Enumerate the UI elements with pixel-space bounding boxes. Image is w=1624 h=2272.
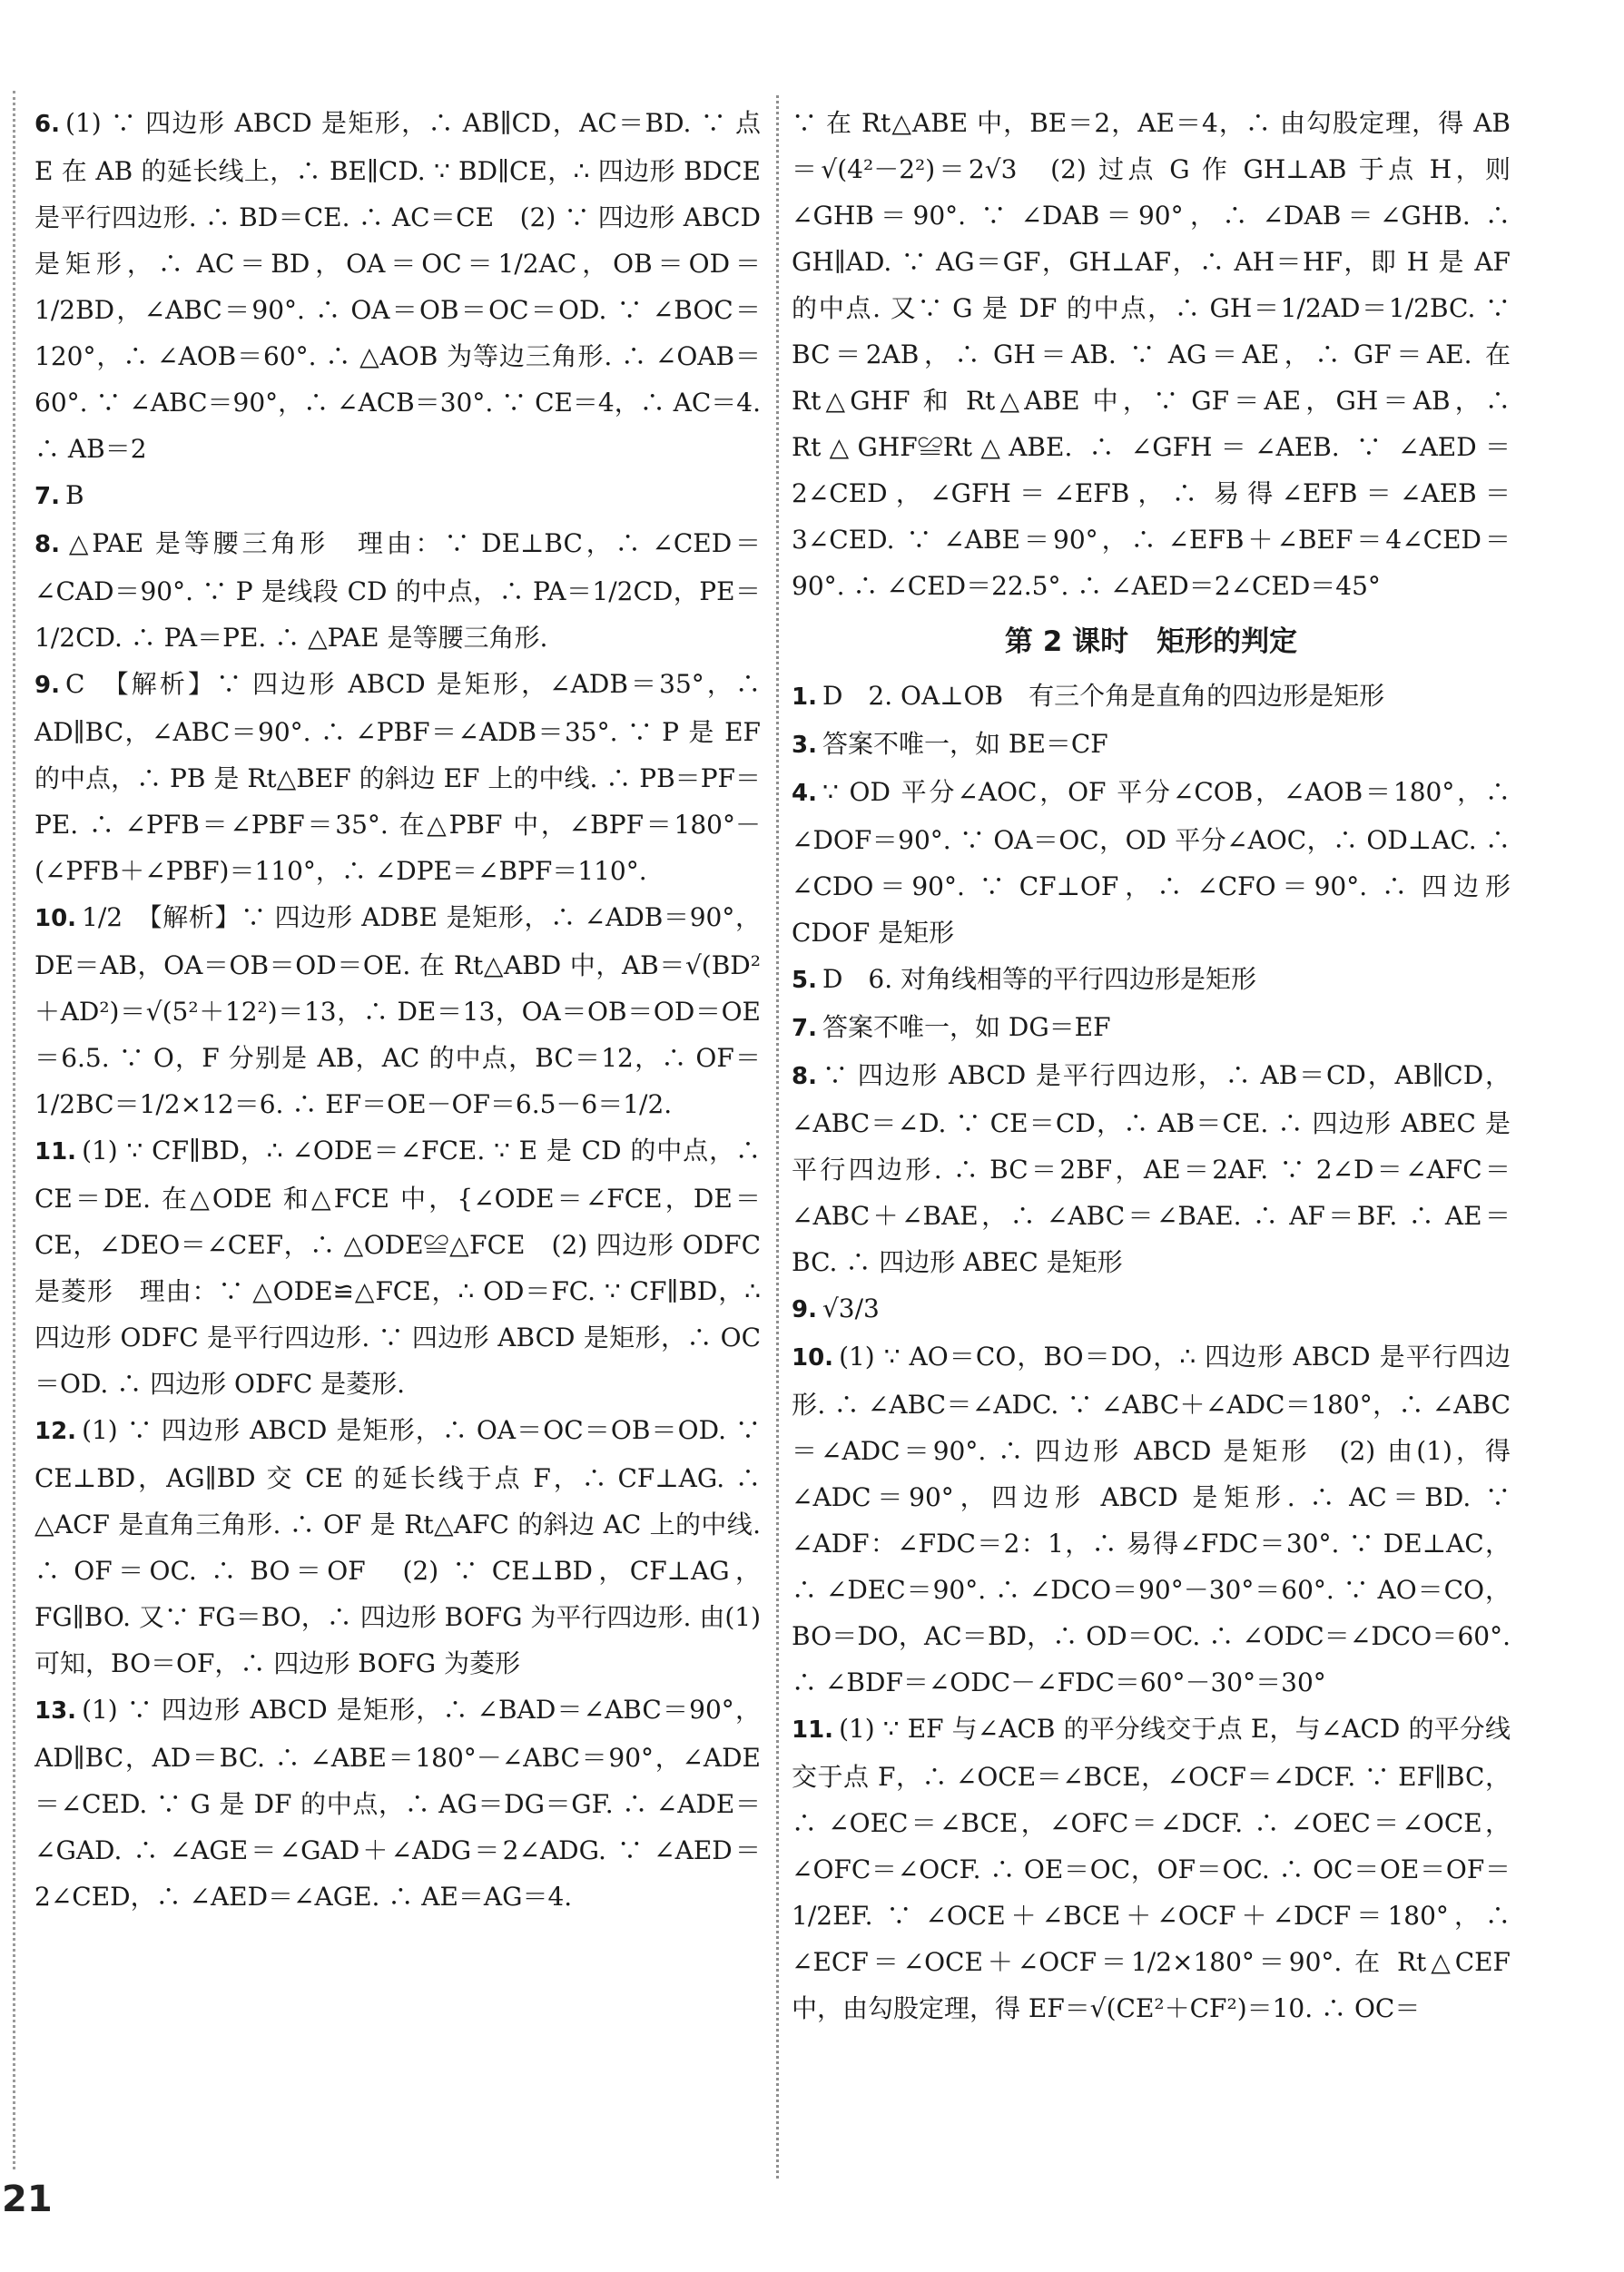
answer-number: 10. [792, 1344, 834, 1372]
answer-number: 5. [792, 967, 817, 994]
answer-number: 4. [792, 780, 817, 807]
answer-number: 12. [34, 1418, 77, 1445]
answer-number: 11. [792, 1716, 834, 1744]
answer-10 [34, 894, 761, 1127]
answer-text: (1) ∵ 四边形 ABCD 是矩形，∴ OA＝OC＝OB＝OD. ∵ CE⊥BD，AG∥BD 交 CE 的延长线于点 F，∴ CF⊥AG. ∴ △ACF 是直角三角形. ∴ OF 是 Rt△AFC 的斜边 AC 上的中线. ∴ OF＝OC. ∴ BO＝OF (2) ∵ CE⊥BD，CF⊥AG，FG∥BO. 又∵ FG＝BO，∴ 四边形 BOFG 为平行四边形. 由(1)可知，BO＝OF，∴ 四边形 BOFG 为菱形 [34, 1415, 761, 1678]
answer-4 [792, 769, 1511, 956]
answer-text: 答案不唯一，如 BE＝CF [822, 729, 1108, 759]
answer-number: 7. [792, 1015, 817, 1042]
answer-text: ∵ OD 平分∠AOC，OF 平分∠COB，∠AOB＝180°，∴ ∠DOF＝90°. ∵ OA＝OC，OD 平分∠AOC，∴ OD⊥AC. ∴ ∠CDO＝90°. ∵ CF⊥OF，∴ ∠CFO＝90°. ∴ 四边形 CDOF 是矩形 [792, 777, 1511, 948]
answer-13 [34, 1687, 761, 1920]
right-column [792, 100, 1511, 2031]
answer-13-continued: ∵ 在 Rt△ABE 中，BE＝2，AE＝4，∴ 由勾股定理，得 AB＝√(4²－2²)＝2√3 (2) 过点 G 作 GH⊥AB 于点 H，则∠GHB＝90°. ∵ ∠DAB＝90°，∴ ∠DAB＝∠GHB. ∴ GH∥AD. ∵ AG＝GF，GH⊥AF，∴ AH＝HF，即 H 是 AF 的中点. 又∵ G 是 DF 的中点，∴ GH＝1/2AD＝1/2BC. ∵ BC＝2AB，∴ GH＝AB. ∵ AG＝AE，∴ GF＝AE. 在 Rt△GHF 和 Rt△ABE 中，∵ GF＝AE，GH＝AB，∴ Rt△GHF≌Rt△ABE. ∴ ∠GFH＝∠AEB. ∵ ∠AED＝2∠CED，∠GFH＝∠EFB，∴ 易得∠EFB＝∠AEB＝3∠CED. ∵ ∠ABE＝90°，∴ ∠EFB＋∠BEF＝4∠CED＝90°. ∴ ∠CED＝22.5°. ∴ ∠AED＝2∠CED＝45° [792, 108, 1511, 601]
page-number: 21 [2, 2179, 53, 2220]
answer-text: C 【解析】∵ 四边形 ABCD 是矩形，∠ADB＝35°，∴ AD∥BC，∠ABC＝90°. ∴ ∠PBF＝∠ADB＝35°. ∵ P 是 EF 的中点，∴ PB 是 Rt△BEF 的斜边 EF 上的中线. ∴ PB＝PF＝PE. ∴ ∠PFB＝∠PBF＝35°. 在△PBF 中，∠BPF＝180°－(∠PFB＋∠PBF)＝110°，∴ ∠DPE＝∠BPF＝110°. [34, 669, 761, 886]
answer-11 [34, 1127, 761, 1407]
answer-7 [34, 472, 761, 520]
answer-number: 3. [792, 732, 817, 759]
answer-text: (1) ∵ 四边形 ABCD 是矩形，∴ AB∥CD，AC＝BD. ∵ 点 E 在 AB 的延长线上，∴ BE∥CD. ∵ BD∥CE，∴ 四边形 BDCE 是平行四边形. ∴ BD＝CE. ∴ AC＝CE (2) ∵ 四边形 ABCD 是矩形，∴ AC＝BD，OA＝OC＝1/2AC，OB＝OD＝1/2BD，∠ABC＝90°. ∴ OA＝OB＝OC＝OD. ∵ ∠BOC＝120°，∴ ∠AOB＝60°. ∴ △AOB 为等边三角形. ∴ ∠OAB＝60°. ∵ ∠ABC＝90°，∴ ∠ACB＝30°. ∵ CE＝4，∴ AC＝4. ∴ AB＝2 [34, 108, 762, 464]
answer-8 [34, 520, 761, 661]
answer-3 [792, 721, 1511, 769]
answer-9 [792, 1285, 1511, 1333]
answer-7 [792, 1004, 1511, 1052]
answer-text: (1) ∵ 四边形 ABCD 是矩形，∴ ∠BAD＝∠ABC＝90°，AD∥BC，AD＝BC. ∴ ∠ABE＝180°－∠ABC＝90°，∠ADE＝∠CED. ∵ G 是 DF 的中点，∴ AG＝DG＝GF. ∴ ∠ADE＝∠GAD. ∴ ∠AGE＝∠GAD＋∠ADG＝2∠ADG. ∵ ∠AED＝2∠CED，∴ ∠AED＝∠AGE. ∴ AE＝AG＝4. [34, 1695, 761, 1912]
answer-6 [34, 100, 761, 472]
answer-number: 10. [34, 905, 77, 932]
answer-text: △PAE 是等腰三角形 理由：∵ DE⊥BC，∴ ∠CED＝∠CAD＝90°. ∵ P 是线段 CD 的中点，∴ PA＝1/2CD，PE＝1/2CD. ∴ PA＝PE. ∴ △PAE 是等腰三角形. [34, 528, 761, 653]
answer-number: 6. [34, 111, 60, 138]
answer-number: 8. [34, 531, 60, 558]
answer-1 [792, 673, 1511, 721]
answer-number: 11. [34, 1138, 77, 1166]
answer-text: (1) ∵ EF 与∠ACB 的平分线交于点 E，与∠ACD 的平分线交于点 F，∴ ∠OCE＝∠BCE，∠OCF＝∠DCF. ∵ EF∥BC，∴ ∠OEC＝∠BCE，∠OFC＝∠DCF. ∴ ∠OEC＝∠OCE，∠OFC＝∠OCF. ∴ OE＝OC，OF＝OC. ∴ OC＝OE＝OF＝1/2EF. ∵ ∠OCE＋∠BCE＋∠OCF＋∠DCF＝180°，∴ ∠ECF＝∠OCE＋∠OCF＝1/2×180°＝90°. 在 Rt△CEF 中，由勾股定理，得 EF＝√(CE²＋CF²)＝10. ∴ OC＝ [792, 1714, 1511, 2023]
answer-text: 1/2 【解析】∵ 四边形 ADBE 是矩形，∴ ∠ADB＝90°，DE＝AB，OA＝OB＝OD＝OE. 在 Rt△ABD 中，AB＝√(BD²＋AD²)＝√(5²＋12²)＝13，∴ DE＝13，OA＝OB＝OD＝OE＝6.5. ∵ O，F 分别是 AB，AC 的中点，BC＝12，∴ OF＝1/2BC＝1/2×12＝6. ∴ EF＝OE－OF＝6.5－6＝1/2. [34, 902, 761, 1119]
left-column [34, 100, 761, 1920]
answer-11 [792, 1706, 1511, 2031]
answer-number: 7. [34, 483, 60, 510]
answer-number: 1. [792, 684, 817, 711]
answer-text: D 2. OA⊥OB 有三个角是直角的四边形是矩形 [822, 681, 1385, 711]
answer-9 [34, 661, 761, 894]
answer-12 [34, 1407, 761, 1687]
answer-text: ∵ 四边形 ABCD 是平行四边形，∴ AB＝CD，AB∥CD，∠ABC＝∠D. ∵ CE＝CD，∴ AB＝CE. ∴ 四边形 ABEC 是平行四边形. ∴ BC＝2BF，AE＝2AF. ∵ 2∠D＝∠AFC＝∠ABC＋∠BAE，∴ ∠ABC＝∠BAE. ∴ AF＝BF. ∴ AE＝BC. ∴ 四边形 ABEC 是矩形 [792, 1060, 1511, 1277]
answer-text: 答案不唯一，如 DG＝EF [822, 1012, 1111, 1042]
answer-5 [792, 956, 1511, 1004]
section-title: 第 2 课时 矩形的判定 [1004, 625, 1298, 658]
answer-8 [792, 1052, 1511, 1285]
answer-text: B [64, 480, 84, 510]
answer-text: √3/3 [822, 1293, 880, 1323]
answer-text: (1) ∵ AO＝CO，BO＝DO，∴ 四边形 ABCD 是平行四边形. ∴ ∠ABC＝∠ADC. ∵ ∠ABC＋∠ADC＝180°，∴ ∠ABC＝∠ADC＝90°. ∴ 四边形 ABCD 是矩形 (2) 由(1)，得∠ADC＝90°，四边形 ABCD 是矩形. ∴ AC＝BD. ∵ ∠ADF：∠FDC＝2：1，∴ 易得∠FDC＝30°. ∵ DE⊥AC，∴ ∠DEC＝90°. ∴ ∠DCO＝90°－30°＝60°. ∵ AO＝CO，BO＝DO，AC＝BD，∴ OD＝OC. ∴ ∠ODC＝∠DCO＝60°. ∴ ∠BDF＝∠ODC－∠FDC＝60°－30°＝30° [792, 1342, 1511, 1697]
binding-cut-line [13, 91, 15, 2169]
answer-number: 9. [34, 672, 60, 699]
answer-10 [792, 1333, 1511, 1706]
answer-text: D 6. 对角线相等的平行四边形是矩形 [822, 964, 1257, 994]
answer-number: 13. [34, 1697, 77, 1725]
column-divider [776, 95, 779, 2179]
answer-text: (1) ∵ CF∥BD，∴ ∠ODE＝∠FCE. ∵ E 是 CD 的中点，∴ CE＝DE. 在△ODE 和△FCE 中，{∠ODE＝∠FCE，DE＝CE，∠DEO＝∠CEF，∴ △ODE≌△FCE (2) 四边形 ODFC 是菱形 理由：∵ △ODE≌△FCE，∴ OD＝FC. ∵ CF∥BD，∴ 四边形 ODFC 是平行四边形. ∵ 四边形 ABCD 是矩形，∴ OC＝OD. ∴ 四边形 ODFC 是菱形. [34, 1136, 761, 1399]
answer-number: 9. [792, 1296, 817, 1323]
answer-number: 8. [792, 1063, 817, 1090]
